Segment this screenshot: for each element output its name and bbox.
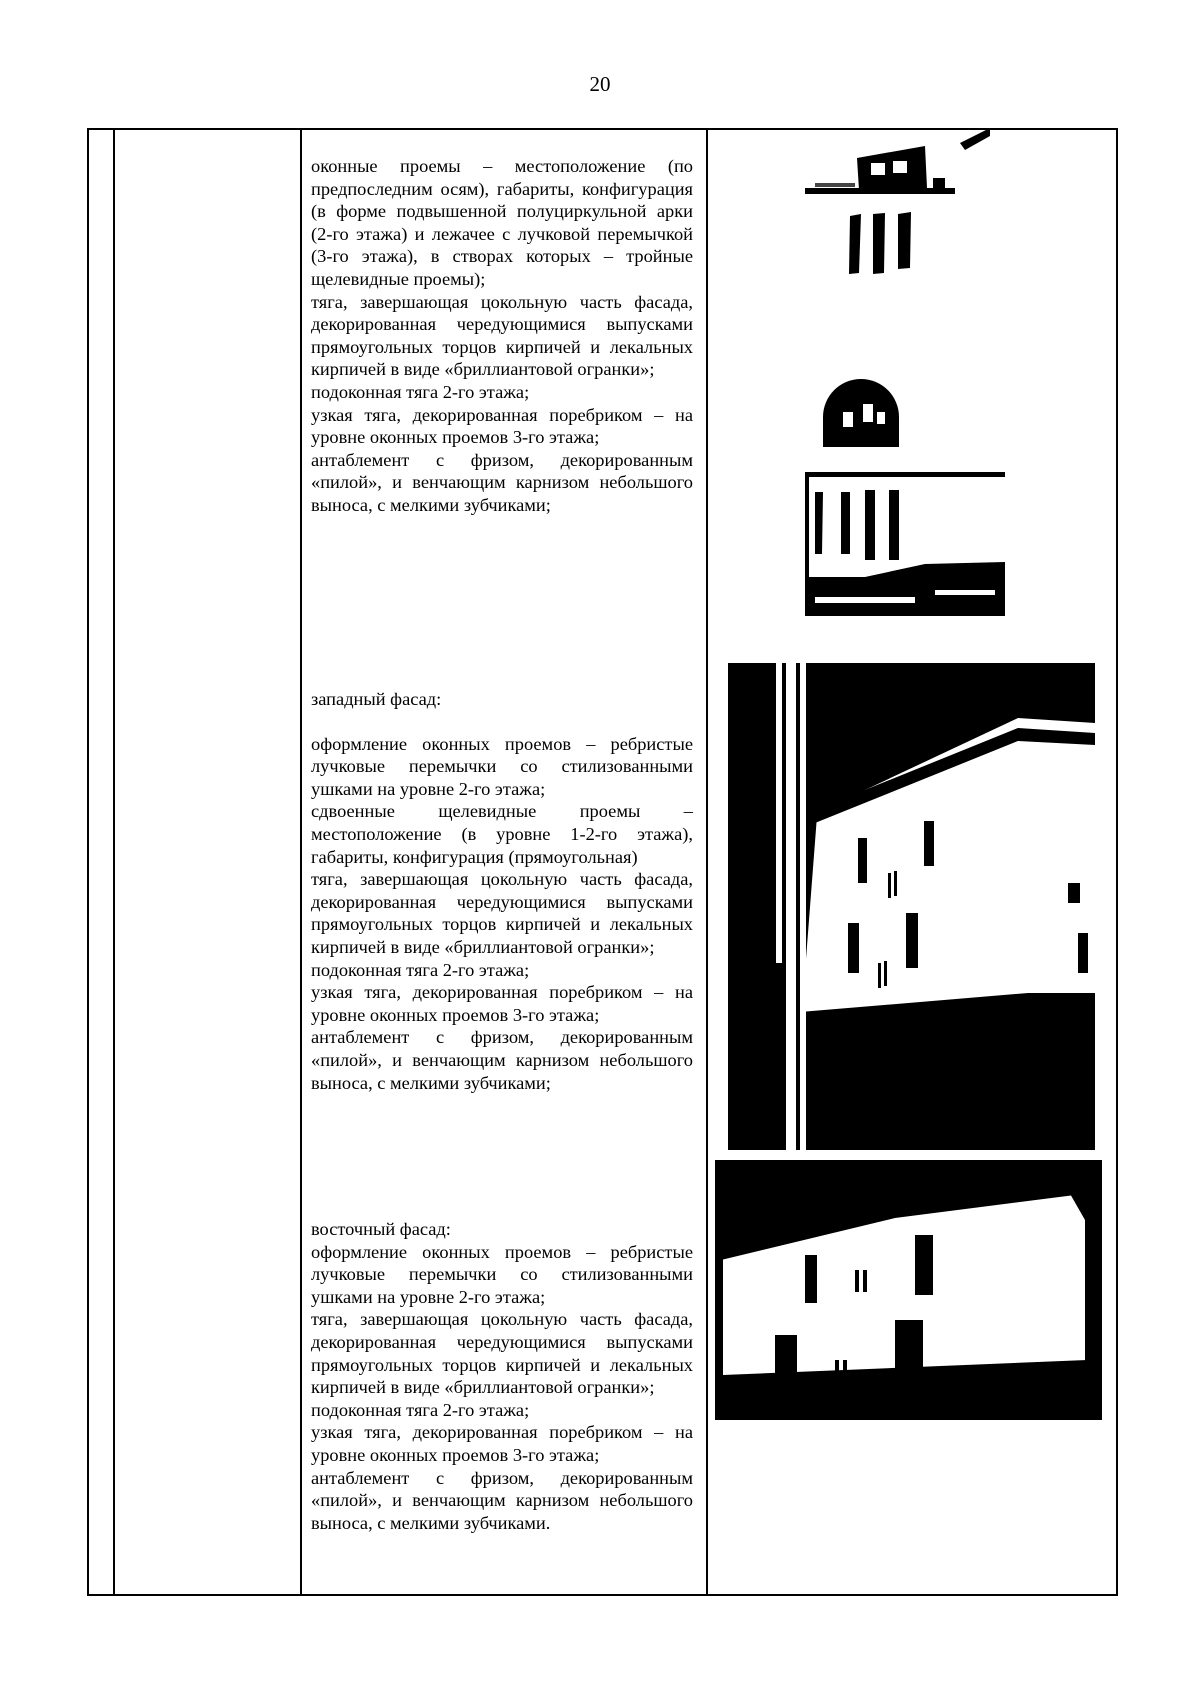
window-detail-photo-lower [805, 372, 1005, 616]
section-1-item: узкая тяга, декорированная поребриком – на уровне оконных проемов 3-го этажа; [311, 404, 693, 448]
section-1-item: оконные проемы – местоположение (по предпоследним осям), габариты, конфигурация (в форме подвышенной полуциркульной арки (2-го этажа) и лежачее с лучковой перемычкой (3-го этажа), в створах которых – тройные щелевидные проемы); [311, 156, 693, 289]
section-3-item: узкая тяга, декорированная поребриком – на уровне оконных проемов 3-го этажа; [311, 1422, 693, 1465]
east-facade-photo [715, 1160, 1102, 1420]
section-3-item: подоконная тяга 2-го этажа; [311, 1399, 530, 1420]
section-3-item: тяга, завершающая цокольную часть фасада, декорированная чередующимися выпусками прямоугольных торцов кирпичей и лекальных кирпичей в виде «бриллиантовой огранки»; [311, 1309, 693, 1398]
section-1-item: антаблемент с фризом, декорированным «пилой», и венчающим карнизом небольшого выноса, с мелкими зубчиками; [311, 449, 693, 515]
section-2-item: антаблемент с фризом, декорированным «пилой», и венчающим карнизом небольшого выноса, с мелкими зубчиками; [311, 1027, 693, 1093]
section-3-item: антаблемент с фризом, декорированным «пилой», и венчающим карнизом небольшого выноса, с мелкими зубчиками. [311, 1467, 693, 1533]
section-1-item: подоконная тяга 2-го этажа; [311, 381, 530, 402]
section-1-item: тяга, завершающая цокольную часть фасада, декорированная чередующимися выпусками прямоугольных торцов кирпичей и лекальных кирпичей в виде «бриллиантовой огранки»; [311, 291, 693, 380]
section-2-item: сдвоенные щелевидные проемы – местоположение (в уровне 1-2-го этажа), габариты, конфигурация (прямоугольная) [311, 801, 693, 867]
window-detail-photo-upper [805, 128, 990, 288]
section-heading-east: восточный фасад: [311, 1219, 451, 1239]
column-divider-2 [300, 130, 302, 1594]
section-2-item: оформление оконных проемов – ребристые лучковые перемычки со стилизованными ушками на уровне 2-го этажа; [311, 733, 693, 799]
section-heading-west: западный фасад: [311, 689, 442, 709]
section-1-text [311, 155, 693, 517]
section-2-text [311, 688, 693, 1094]
section-3-text [311, 1218, 693, 1534]
column-divider-1 [113, 130, 115, 1594]
page-number: 20 [589, 72, 611, 96]
section-2-item: подоконная тяга 2-го этажа; [311, 959, 530, 980]
section-2-item: узкая тяга, декорированная поребриком – на уровне оконных проемов 3-го этажа; [311, 982, 693, 1025]
column-divider-3 [706, 130, 708, 1594]
section-2-item: тяга, завершающая цокольную часть фасада, декорированная чередующимися выпусками прямоугольных торцов кирпичей и лекальных кирпичей в виде «бриллиантовой огранки»; [311, 869, 693, 957]
section-3-item: оформление оконных проемов – ребристые лучковые перемычки со стилизованными ушками на уровне 2-го этажа; [311, 1241, 693, 1307]
west-facade-photo [728, 663, 1095, 1150]
